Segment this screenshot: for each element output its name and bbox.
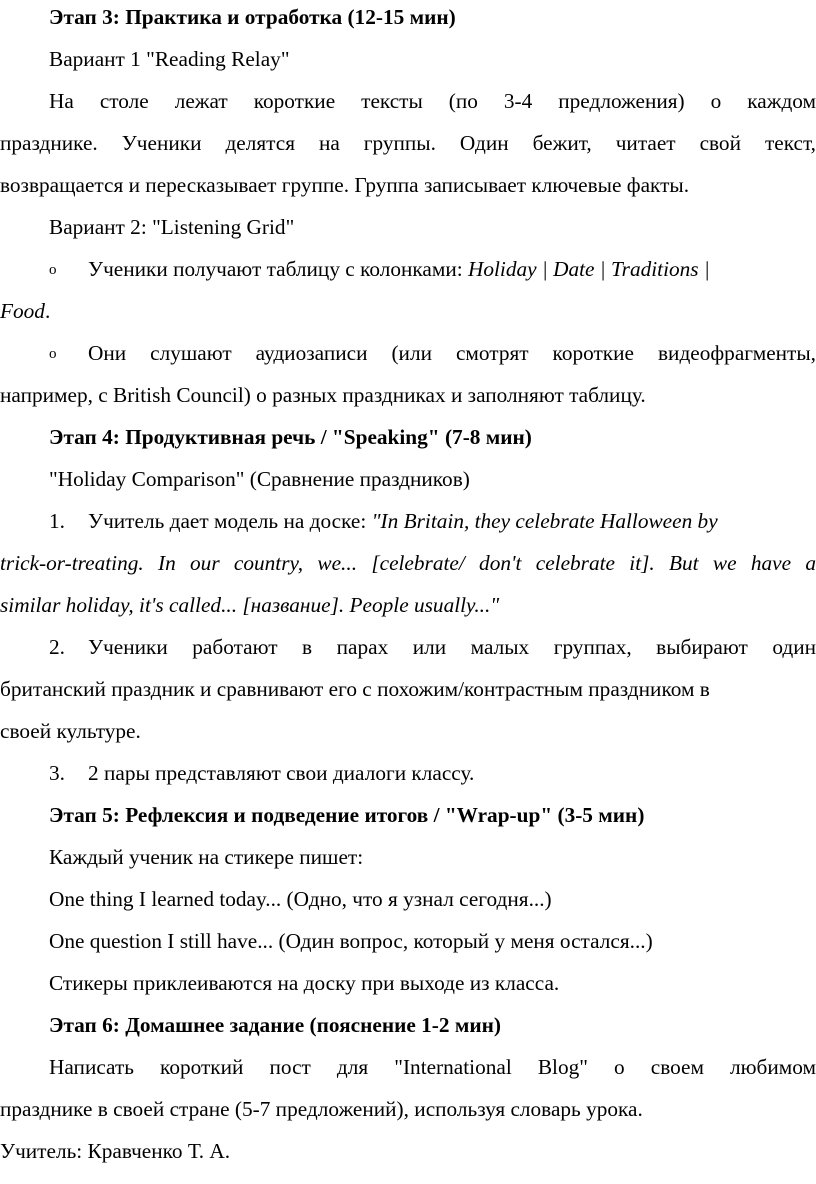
bullet1-columns-cont: Food xyxy=(0,299,45,323)
stage4-heading: Этап 4: Продуктивная речь / "Speaking" (7-8 мин) xyxy=(49,425,532,449)
item1-quote-line: similar holiday, it's called... [название]. People usually..." xyxy=(0,593,500,617)
variant2-bullet2-line: например, с British Council) о разных праздниках и заполняют таблицу. xyxy=(0,383,646,407)
stage5-line: One question I still have... (Один вопрос, который у меня остался...) xyxy=(49,929,653,953)
variant1-title: Вариант 1 "Reading Relay" xyxy=(49,47,290,71)
stage6-line: Написать короткий пост для "International Blog" о своем любимом xyxy=(49,1055,816,1079)
stage6-line: празднике в своей стране (5-7 предложений), используя словарь урока. xyxy=(0,1097,643,1121)
bullet-marker: o xyxy=(49,262,57,278)
item-number: 1. xyxy=(49,509,65,533)
item1-quote: "In Britain, they celebrate Halloween by xyxy=(371,509,718,533)
stage5-heading: Этап 5: Рефлексия и подведение итогов / "Wrap-up" (3-5 мин) xyxy=(49,803,645,827)
item1-intro: Учитель дает модель на доске: xyxy=(88,509,367,533)
teacher-signature: Учитель: Кравченко Т. А. xyxy=(0,1139,231,1163)
variant2-bullet1 xyxy=(88,254,816,284)
item-number: 3. xyxy=(49,761,65,785)
stage5-line: Стикеры приклеиваются на доску при выходе из класса. xyxy=(49,971,560,995)
stage3-heading: Этап 3: Практика и отработка (12-15 мин) xyxy=(49,5,456,29)
variant1-text-line: На столе лежат короткие тексты (по 3-4 предложения) о каждом xyxy=(49,89,816,113)
bullet1-columns: Holiday | Date | Traditions | xyxy=(467,257,710,281)
stage5-line: Каждый ученик на стикере пишет: xyxy=(49,845,364,869)
stage5-line: One thing I learned today... (Одно, что я узнал сегодня...) xyxy=(49,887,552,911)
variant2-title: Вариант 2: "Listening Grid" xyxy=(49,215,295,239)
variant1-text-line: возвращается и пересказывает группе. Группа записывает ключевые факты. xyxy=(0,173,690,197)
stage4-subtitle: "Holiday Comparison" (Сравнение праздников) xyxy=(49,467,470,491)
item-number: 2. xyxy=(49,635,65,659)
item1-quote-line: trick-or-treating. In our country, we... [celebrate/ don't celebrate it]. But we have a xyxy=(0,551,816,575)
item2-line: британский праздник и сравнивают его с похожим/контрастным праздником в xyxy=(0,677,710,701)
variant2-bullet1-cont xyxy=(0,296,816,326)
item3-line: 2 пары представляют свои диалоги классу. xyxy=(88,761,475,785)
item2-line: Ученики работают в парах или малых группах, выбирают один xyxy=(88,635,816,659)
bullet-marker: o xyxy=(49,346,57,362)
bullet1-end: . xyxy=(44,299,51,323)
stage6-heading: Этап 6: Домашнее задание (пояснение 1-2 мин) xyxy=(49,1013,501,1037)
variant2-bullet2-line: Они слушают аудиозаписи (или смотрят короткие видеофрагменты, xyxy=(88,341,816,365)
variant1-text-line: празднике. Ученики делятся на группы. Один бежит, читает свой текст, xyxy=(0,131,816,155)
bullet1-text: Ученики получают таблицу с колонками: xyxy=(88,257,463,281)
item2-line: своей культуре. xyxy=(0,719,141,743)
item1-line xyxy=(88,506,816,536)
